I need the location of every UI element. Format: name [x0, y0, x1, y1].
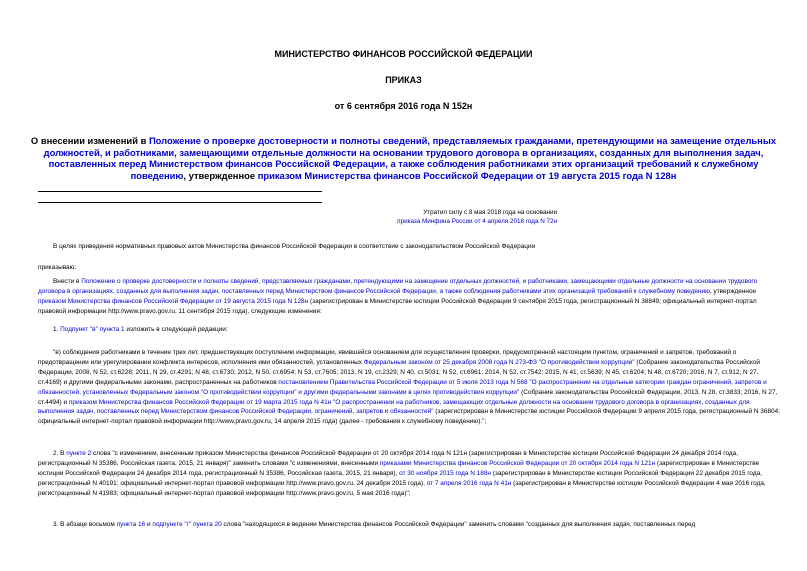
item-text: 2. В [53, 450, 67, 457]
link-federal-law-273fz[interactable]: Федеральным законом от 25 декабря 2008 года N 273-ФЗ "О противодействии коррупции" [363, 358, 635, 366]
link-government-decree-568[interactable]: постановлением Правительства Российской Федерации от 5 июля 2013 года N 568 "О распространении на отдельные категории граждан ограничений, запретов и обязанностей, установленных Федеральным законом "О противодействии коррупции" и другими федеральными законами в целях противодействия коррупции" [38, 378, 767, 396]
subject-link-regulation[interactable]: Положение о проверке достоверности и полноты сведений, представляемых гражданами, претендующими на замещение отдельных должностей, и работниками, замещающими отдельные должности на основании трудового договора в организациях, созданных для выполнения задач, поставленных перед Министерством финансов Российской Федерации, а также соблюдения работниками этих организаций требований к служебному поведению [43, 135, 777, 181]
paragraph-text: , утвержденное [709, 287, 757, 295]
loss-of-force-link[interactable]: приказа Минфина России от 4 апреля 2018 года N 72н [397, 218, 557, 225]
item-text: и [145, 521, 153, 528]
item-text: изложить в следующей редакции: [124, 326, 228, 333]
subject-link-order[interactable]: приказом Министерства финансов Российской Федерации от 19 августа 2015 года N 128н [257, 169, 677, 181]
item-text: (зарегистрирован в Министерстве юстиции Российской Федерации 22 декабря 2015 года, регистрационный N 40191; официальный интернет-портал правовой информации http://www.pravo.gov.ru, 24 декабря 2015 года), [38, 469, 762, 487]
quote-text: (Собрание законодательства Российской Федерации, 2013, N 28, ст.3833; 2016, N 27, ст.4494) и [38, 388, 778, 406]
link-order-41n[interactable]: приказом Министерства финансов Российской Федерации от 19 марта 2015 года N 41н "О распространении на работников, замещающих отдельные должности на основании трудового договора в организациях, созданных для выполнения задач, поставленных перед Министерством финансов Российской Федерации, ограничений, запретов и обязанностей" [38, 398, 750, 416]
paragraph-text: (зарегистрирован в Министерстве юстиции Российской Федерации 9 сентября 2015 года, регистрационный N 38849; официальный интернет-портал правовой информации http://www.pravo.gov.ru, 11 сентября 2015 года), следующие изменения: [38, 297, 757, 315]
order-word: приказываю: [38, 264, 77, 271]
item-text: слова "находящихся в ведении Министерства финансов Российской Федерации" заменить словами "созданных для выполнения задач, поставленных перед [221, 521, 696, 528]
quote-text: (Собрание законодательства Российской Федерации, 2008, N 52, ст.6228; 2011, N 29, ст.4291; N 48, ст.6730; 2012, N 50, ст.6954; N 53, ст.7605; 2013, N 19, ст.2329; N 40, ст.5031; N 52, ст.6961; 2014, N 52, ст.7542; 2015, N 41, ст.5639; N 45, ст.6204; N 48, ст.6720; 2016, N 7, ст.912; N 27, ст.4169) и другими федеральными законами, распространенных на работников [38, 358, 761, 386]
document-subject [30, 135, 777, 181]
link-point-16[interactable]: пункта 16 [116, 521, 146, 528]
divider-line [38, 202, 322, 203]
loss-of-force-note [250, 208, 557, 226]
item-text: (зарегистрирован в Министерстве юстиции Российской Федерации 24 декабря 2014 года, регистрационный N 35386, Российская газета, 2015, 21 января), [38, 459, 760, 477]
quote-text: (зарегистрирован в Министерстве юстиции Российской Федерации 9 апреля 2015 года, регистрационный N 36804; официальный интернет-портал правовой информации http://www.pravo.gov.ru, 14 апреля 2015 года) (далее - требования к служебному поведению)."; [38, 408, 780, 426]
quoted-new-wording [38, 348, 780, 427]
link-order-188n[interactable]: от 30 ноября 2015 года N 188н [399, 469, 491, 477]
document-type-heading: ПРИКАЗ [385, 75, 422, 85]
ministry-heading: МИНИСТЕРСТВО ФИНАНСОВ РОССИЙСКОЙ ФЕДЕРАЦИИ [274, 49, 533, 59]
paragraph-text: Внести в [53, 278, 82, 285]
link-point-2[interactable]: пункте 2 [66, 450, 92, 457]
item-1 [38, 325, 780, 335]
link-subpoint-v-point-1[interactable]: Подпункт "в" пункта 1 [60, 326, 125, 333]
item-text: (зарегистрирован в Министерстве юстиции Российской Федерации 4 мая 2016 года, регистрационный N 41983; официальный интернет-портал правовой информации http://www.pravo.gov.ru, 5 мая 2016 года)"; [38, 479, 766, 497]
subject-text: О внесении изменений в [30, 135, 149, 146]
preamble-paragraph: В целях приведения нормативных правовых актов Министерства финансов Российской Федерации в соответствие с законодательством Российской Федерации [53, 243, 536, 250]
quote-text: "в) соблюдения работниками в течение трех лет, предшествующих поступлению информации, явившейся основанием для осуществления проверки, предусмотренной настоящим пунктом, ограничений и запретов, требований о предотвращении или урегулировании конфликта интересов, исполнения ими обязанностей, установленных [38, 349, 737, 366]
item-text: 1. [53, 326, 61, 333]
link-subpoint-g-point-20[interactable]: подпункте "г" пункта 20 [152, 521, 222, 528]
subject-text: , утвержденное [183, 169, 258, 181]
link-order-128n[interactable]: приказом Министерства финансов Российской Федерации от 19 августа 2015 года N 128н [38, 297, 309, 305]
paragraph-amendments [38, 277, 780, 317]
item-3 [38, 520, 780, 530]
loss-of-force-text: Утратил силу с 8 мая 2018 года на основании [423, 209, 557, 216]
link-regulation[interactable]: Положение о проверке достоверности и полноты сведений, представляемых гражданами, претендующими на замещение отдельных должностей, и работниками, замещающими отдельные должности на основании трудового договора в организациях, созданных для выполнения задач, поставленных перед Министерством финансов Российской Федерации, а также соблюдения работниками этих организаций требований к служебному поведению [38, 278, 758, 295]
link-order-41n-2016[interactable]: от 7 апреля 2016 года N 41н [426, 479, 512, 487]
item-text: 3. В абзаце восьмом [53, 521, 117, 528]
divider-line [38, 191, 322, 192]
link-order-121n[interactable]: приказами Министерства финансов Российской Федерации от 20 октября 2014 года N 121н [379, 459, 656, 467]
document-date-number: от 6 сентября 2016 года N 152н [334, 101, 473, 111]
item-text: слова "с изменением, внесенным приказом Министерства финансов Российской Федерации от 20 октября 2014 года N 121н (зарегистрирован в Министерстве юстиции Российской Федерации 24 декабря 2014 года, регистрационный N 35386, Российская газета, 2015, 21 января)" заменить словами "с изменениями, внесенными [38, 450, 739, 467]
item-2 [38, 449, 780, 499]
